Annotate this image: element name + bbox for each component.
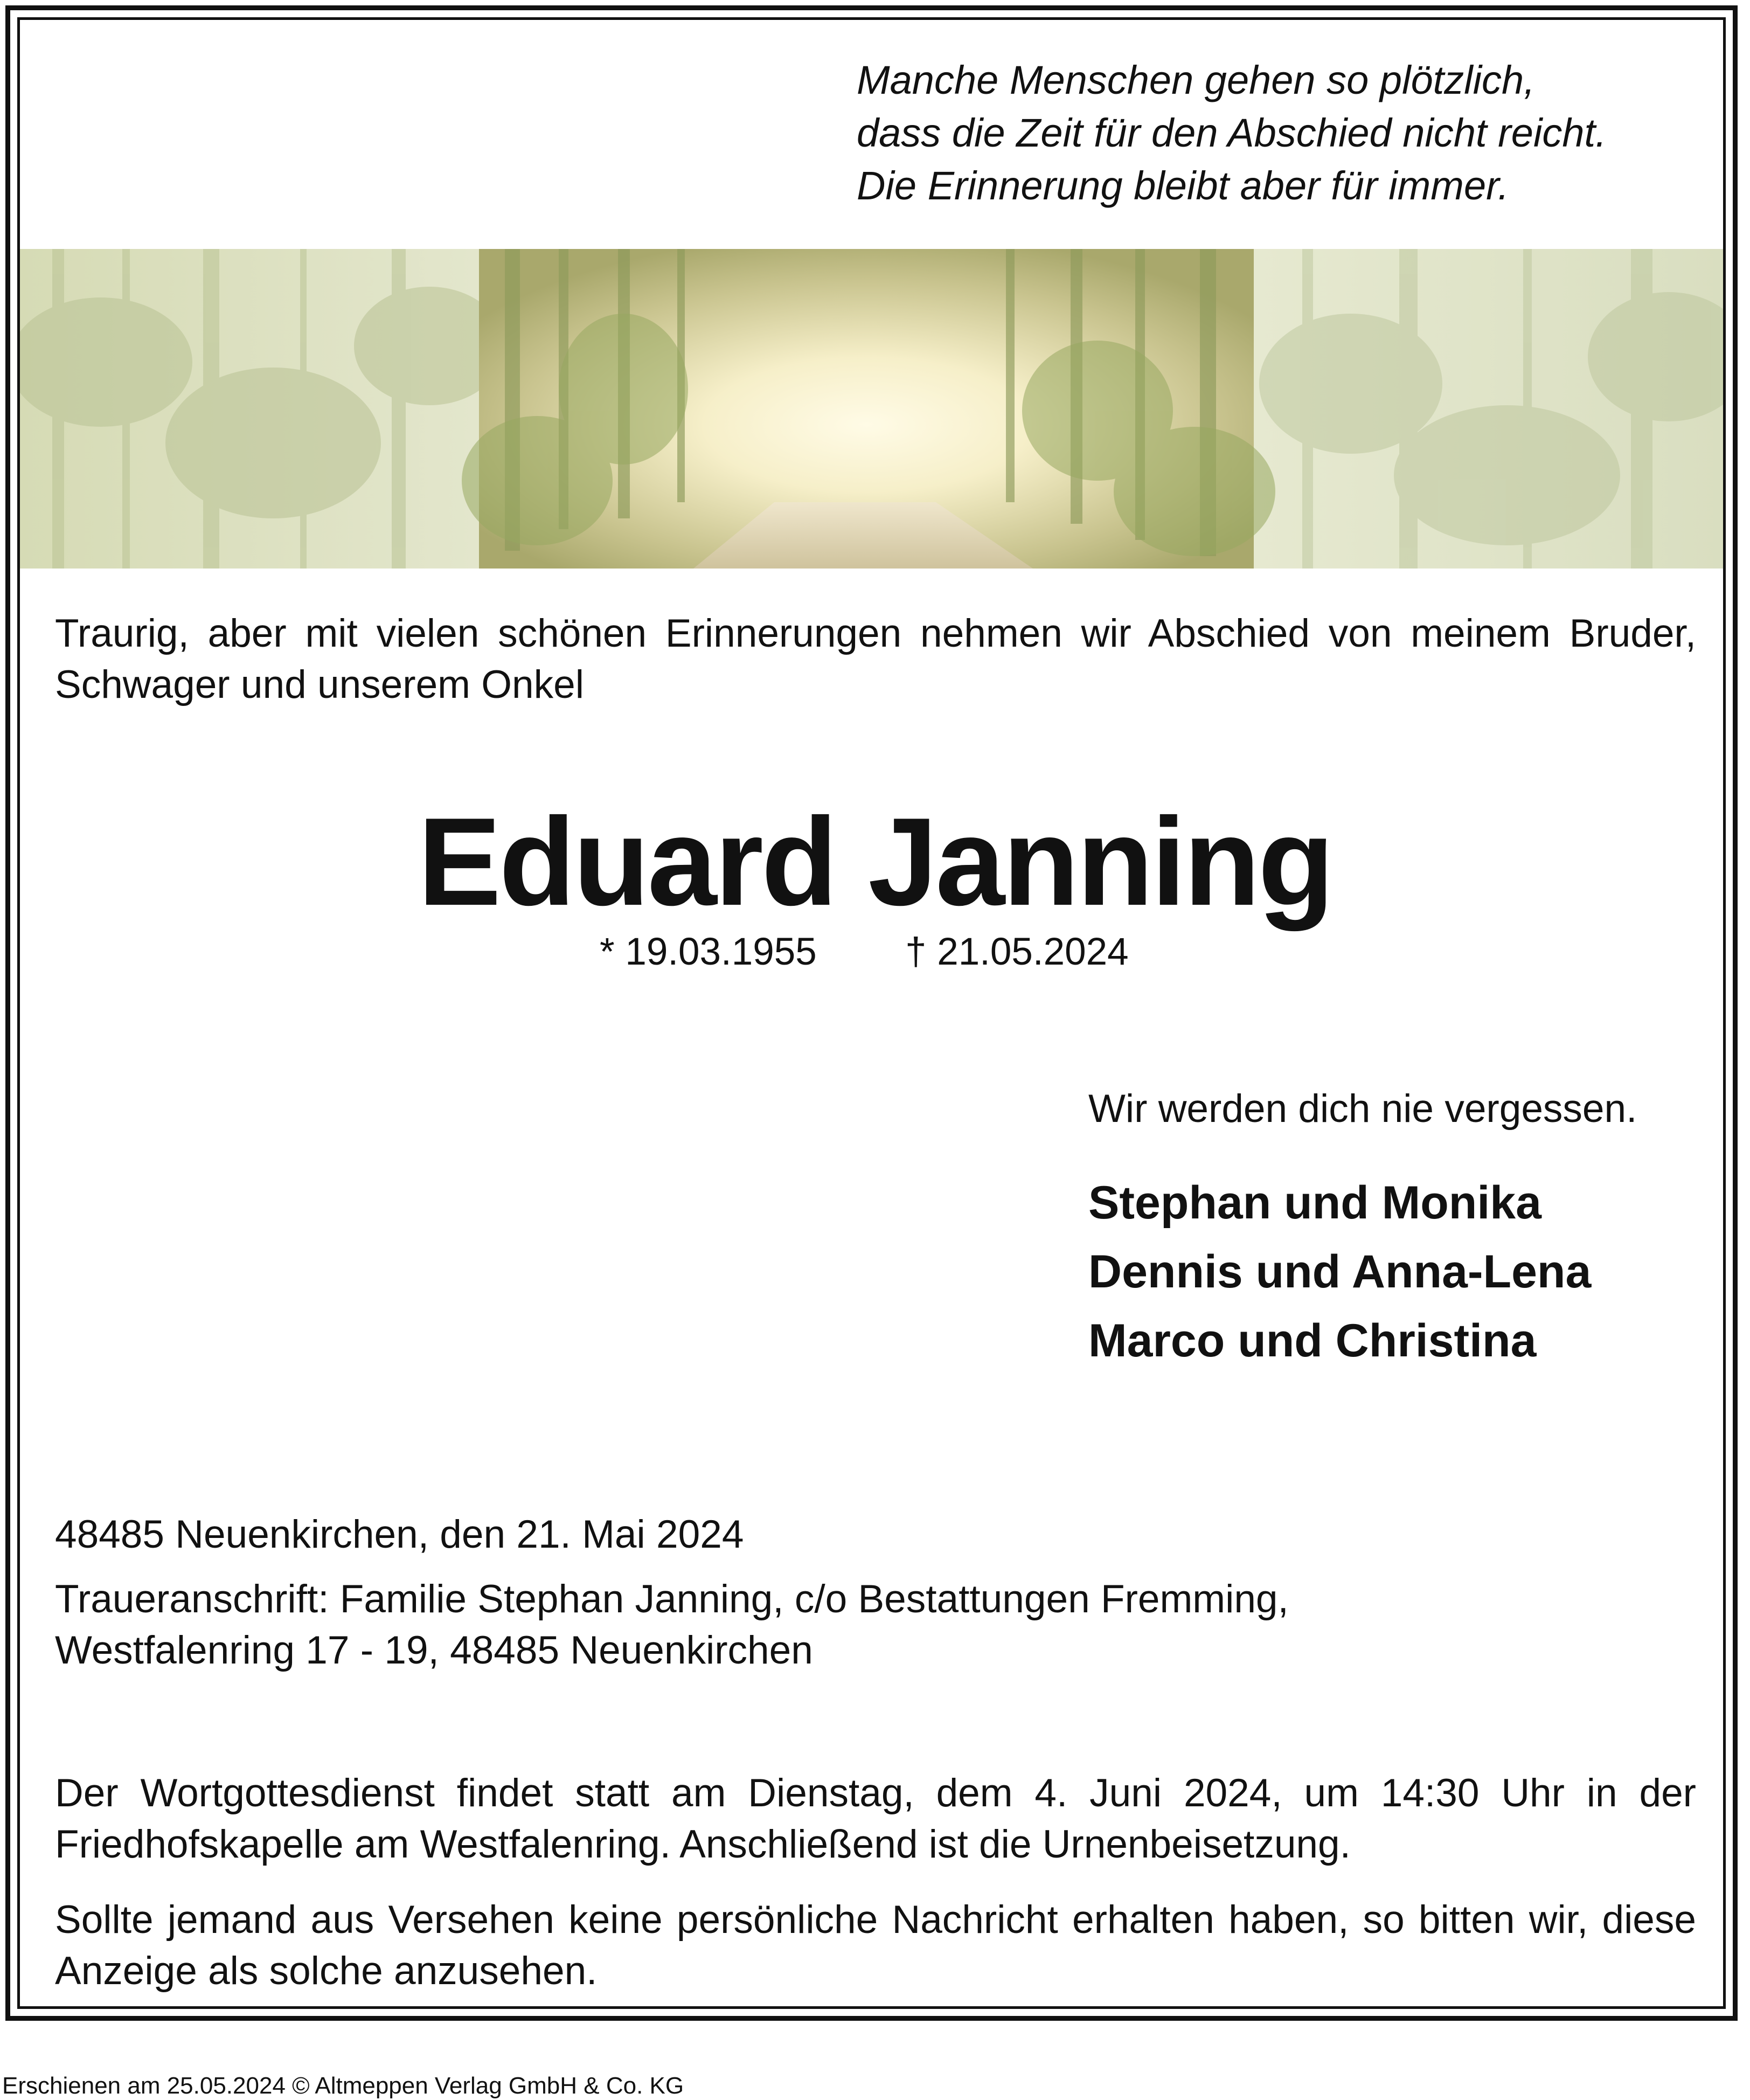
- missed-notification-notice: Sollte jemand aus Versehen keine persönliche Nachricht erhalten haben, so bitten wir, diese Anzeige als solche anzusehen.: [55, 1898, 1696, 1993]
- mourning-address: [55, 1574, 1289, 1676]
- intro-text: Traurig, aber mit vielen schönen Erinnerungen nehmen wir Abschied von meinem Bruder, Schwager und unserem Onkel: [55, 612, 1696, 706]
- motto-line: Die Erinnerung bleibt aber für immer.: [857, 163, 1509, 208]
- forest-path-image: [20, 249, 1723, 569]
- closing-line: Wir werden dich nie vergessen.: [1088, 1087, 1637, 1131]
- motto-line: dass die Zeit für den Abschied nicht reicht.: [857, 110, 1607, 155]
- deceased-name: Eduard Janning: [418, 792, 1332, 932]
- publication-footer: Erschienen am 25.05.2024 © Altmeppen Verlag GmbH & Co. KG: [2, 2073, 684, 2099]
- birth-date: * 19.03.1955: [600, 931, 817, 973]
- mourner-name: Stephan und Monika: [1088, 1177, 1541, 1229]
- motto-line: Manche Menschen gehen so plötzlich,: [857, 58, 1535, 102]
- mourners-list: [1088, 1168, 1591, 1375]
- forest-path-photo: [20, 249, 1723, 569]
- mourner-name: Dennis und Anna-Lena: [1088, 1246, 1592, 1298]
- mourner-name: Marco und Christina: [1088, 1315, 1537, 1367]
- address-line: Traueranschrift: Familie Stephan Janning, c/o Bestattungen Fremming,: [55, 1577, 1289, 1621]
- address-line: Westfalenring 17 - 19, 48485 Neuenkirchen: [55, 1628, 813, 1672]
- death-date: † 21.05.2024: [905, 931, 1129, 973]
- motto-quote: [857, 54, 1697, 212]
- service-notice: Der Wortgottesdienst findet statt am Dienstag, dem 4. Juni 2024, um 14:30 Uhr in der Friedhofskapelle am Westfalenring. Anschließend ist die Urnenbeisetzung.: [55, 1771, 1696, 1866]
- place-date: 48485 Neuenkirchen, den 21. Mai 2024: [55, 1513, 744, 1556]
